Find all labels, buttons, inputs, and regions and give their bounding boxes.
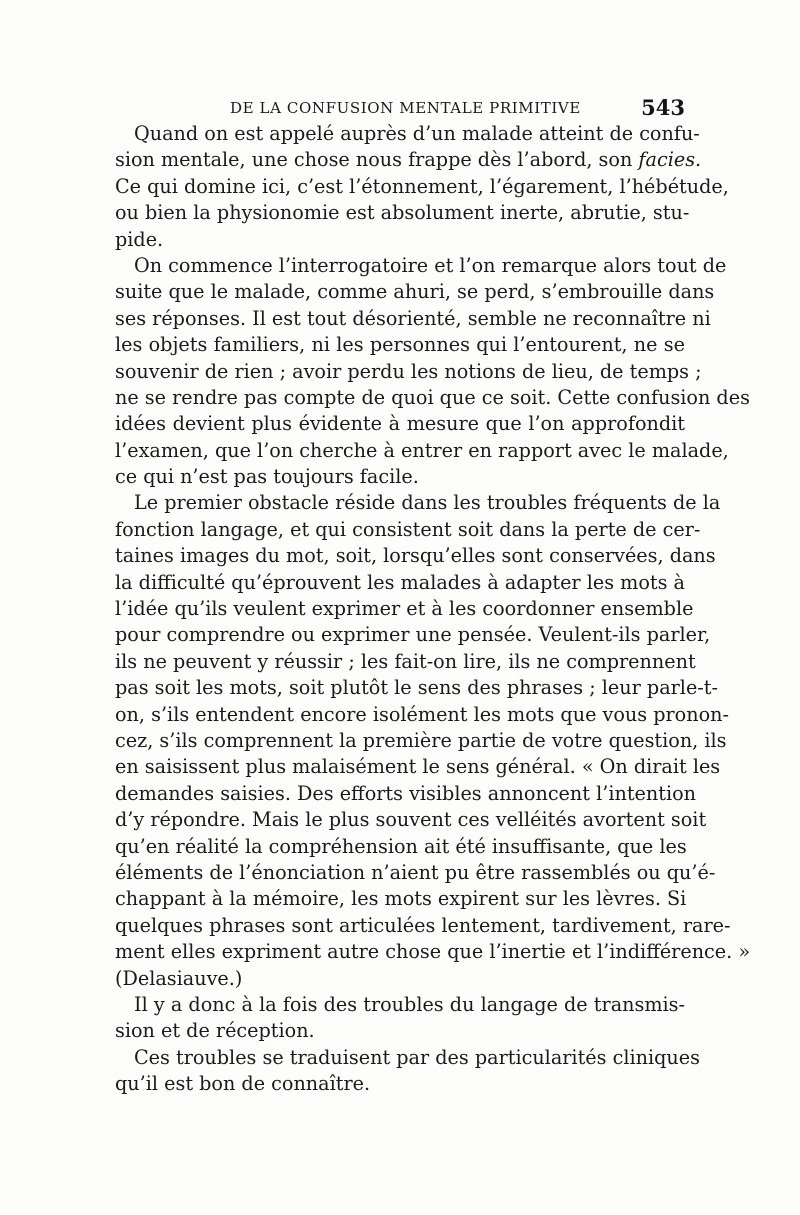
text-line: pour comprendre ou exprimer une pensée. Veulent-ils parler, [115,623,711,647]
text-line: l’examen, que l’on cherche à entrer en rapport avec le malade, [115,438,729,462]
text-line: éléments de l’énonciation n’aient pu être rassemblés ou qu’é- [115,860,716,884]
text-span: sion mentale, une chose nous frappe dès l’abord, son [115,148,639,172]
text-line: Quand on est appelé auprès d’un malade atteint de confu- [134,122,700,145]
text-line: quelques phrases sont articulées lentement, tardivement, rare- [115,913,731,937]
text-line: fonction langage, et qui consistent soit dans la perte de cer- [115,517,701,541]
text-line: la difficulté qu’éprouvent les malades à adapter les mots à [115,570,685,594]
text-line: Ce qui domine ici, c’est l’étonnement, l’égarement, l’hébétude, [115,174,729,198]
text-line: Ces troubles se traduisent par des particularités cliniques [134,1045,700,1069]
text-line: les objets familiers, ni les personnes qui l’entourent, ne se [115,333,685,357]
text-line: Il y a donc à la fois des troubles du langage de transmis- [134,992,685,1016]
running-title: DE LA CONFUSION MENTALE PRIMITIVE [230,99,581,117]
running-head [115,97,685,121]
paragraph-5 [115,1045,700,1098]
text-line: ou bien la physionomie est absolument inerte, abrutie, stu- [115,201,690,225]
italic-word: facies. [638,148,702,172]
text-line: on, s’ils entendent encore isolément les mots que vous pronon- [115,702,729,726]
text-line: On commence l’interrogatoire et l’on remarque alors tout de [134,253,727,277]
text-line: (Delasiauve.) [115,966,243,990]
text-line [115,147,702,173]
paragraph-2 [115,253,750,491]
page-number: 543 [641,95,685,120]
text-line: Le premier obstacle réside dans les troubles fréquents de la [134,491,721,515]
text-line: pide. [115,227,164,251]
text-line: ses réponses. Il est tout désorienté, semble ne reconnaître ni [115,306,711,330]
text-line: cez, s’ils comprennent la première partie de votre question, ils [115,728,727,752]
text-line: ils ne peuvent y réussir ; les fait-on lire, ils ne comprennent [115,649,696,673]
text-line: qu’en réalité la compréhension ait été insuffisante, que les [115,834,687,858]
text-line: ce qui n’est pas toujours facile. [115,465,419,489]
text-line: demandes saisies. Des efforts visibles annoncent l’intention [115,781,696,805]
text-line: souvenir de rien ; avoir perdu les notions de lieu, de temps ; [115,359,702,383]
text-line: sion et de réception. [115,1019,315,1043]
text-line: taines images du mot, soit, lorsqu’elles sont conservées, dans [115,544,716,568]
paragraph-1 [115,121,729,253]
text-line: chappant à la mémoire, les mots expirent sur les lèvres. Si [115,887,687,911]
text-line: ne se rendre pas compte de quoi que ce soit. Cette confusion des [115,385,750,409]
text-line: suite que le malade, comme ahuri, se perd, s’embrouille dans [115,280,715,304]
text-line: idées devient plus évidente à mesure que l’on approfondit [115,412,685,436]
text-line: en saisissent plus malaisément le sens général. « On dirait les [115,755,721,779]
text-line: ment elles expriment autre chose que l’inertie et l’indifférence. » [115,940,751,964]
paragraph-3 [115,490,751,991]
text-line: pas soit les mots, soit plutôt le sens des phrases ; leur parle-t- [115,676,718,700]
body-text [115,121,751,1097]
text-line: l’idée qu’ils veulent exprimer et à les coordonner ensemble [115,597,694,621]
paragraph-4 [115,992,685,1045]
text-line: d’y répondre. Mais le plus souvent ces velléités avortent soit [115,808,707,832]
text-line: qu’il est bon de connaître. [115,1072,371,1096]
